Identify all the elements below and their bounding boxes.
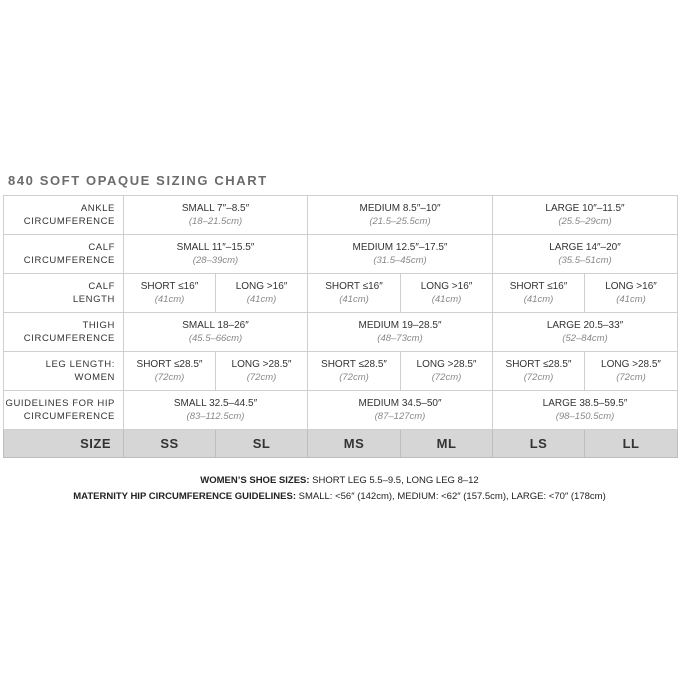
- table-cell: SHORT ≤16″ (41cm): [493, 274, 585, 313]
- table-cell: MEDIUM 19–28.5″ (48–73cm): [308, 313, 493, 352]
- maternity-label: MATERNITY HIP CIRCUMFERENCE GUIDELINES:: [73, 491, 297, 502]
- size-cell: MS: [308, 430, 401, 458]
- table-cell: SMALL 11″–15.5″ (28–39cm): [124, 235, 308, 274]
- sizing-table: [3, 195, 678, 458]
- table-cell: SMALL 18–26″ (45.5–66cm): [124, 313, 308, 352]
- table-row-calf-length: [4, 274, 678, 313]
- table-row-size: [4, 430, 678, 458]
- size-cell: ML: [401, 430, 493, 458]
- size-cell: LS: [493, 430, 585, 458]
- table-cell: LONG >16″ (41cm): [216, 274, 308, 313]
- chart-title: 840 SOFT OPAQUE SIZING CHART: [8, 173, 268, 188]
- table-cell: MEDIUM 34.5–50″ (87–127cm): [308, 391, 493, 430]
- maternity-note: [0, 491, 679, 502]
- table-cell: LARGE 10″–11.5″ (25.5–29cm): [493, 196, 678, 235]
- table-cell: LONG >16″ (41cm): [585, 274, 678, 313]
- table-cell: SHORT ≤16″ (41cm): [124, 274, 216, 313]
- row-label: ANKLE CIRCUMFERENCE: [4, 196, 124, 235]
- table-cell: LONG >28.5″ (72cm): [401, 352, 493, 391]
- table-row-ankle: [4, 196, 678, 235]
- size-label: SIZE: [4, 430, 124, 458]
- table-row-leg-length: [4, 352, 678, 391]
- table-cell: MEDIUM 8.5″–10″ (21.5–25.5cm): [308, 196, 493, 235]
- row-label: CALF CIRCUMFERENCE: [4, 235, 124, 274]
- table-cell: LARGE 14″–20″ (35.5–51cm): [493, 235, 678, 274]
- maternity-text: SMALL: <56″ (142cm), MEDIUM: <62″ (157.5cm), LARGE: <70″ (178cm): [296, 491, 606, 502]
- size-cell: LL: [585, 430, 678, 458]
- table-row-hip-guidelines: [4, 391, 678, 430]
- row-label: CALF LENGTH: [4, 274, 124, 313]
- table-cell: LONG >16″ (41cm): [401, 274, 493, 313]
- row-label: THIGH CIRCUMFERENCE: [4, 313, 124, 352]
- table-row-thigh: [4, 313, 678, 352]
- row-label: LEG LENGTH: WOMEN: [4, 352, 124, 391]
- size-cell: SS: [124, 430, 216, 458]
- size-cell: SL: [216, 430, 308, 458]
- shoe-size-label: WOMEN’S SHOE SIZES:: [200, 475, 310, 486]
- table-cell: LARGE 20.5–33″ (52–84cm): [493, 313, 678, 352]
- table-cell: SMALL 32.5–44.5″ (83–112.5cm): [124, 391, 308, 430]
- table-row-calf-circumference: [4, 235, 678, 274]
- table-cell: LONG >28.5″ (72cm): [216, 352, 308, 391]
- table-cell: MEDIUM 12.5″–17.5″ (31.5–45cm): [308, 235, 493, 274]
- table-cell: LONG >28.5″ (72cm): [585, 352, 678, 391]
- table-cell: SHORT ≤28.5″ (72cm): [308, 352, 401, 391]
- table-cell: SMALL 7″–8.5″ (18–21.5cm): [124, 196, 308, 235]
- table-cell: SHORT ≤28.5″ (72cm): [493, 352, 585, 391]
- shoe-size-note: [0, 475, 679, 486]
- row-label: GUIDELINES FOR HIP CIRCUMFERENCE: [4, 391, 124, 430]
- table-cell: LARGE 38.5–59.5″ (98–150.5cm): [493, 391, 678, 430]
- shoe-size-text: SHORT LEG 5.5–9.5, LONG LEG 8–12: [309, 475, 479, 486]
- table-cell: SHORT ≤28.5″ (72cm): [124, 352, 216, 391]
- table-cell: SHORT ≤16″ (41cm): [308, 274, 401, 313]
